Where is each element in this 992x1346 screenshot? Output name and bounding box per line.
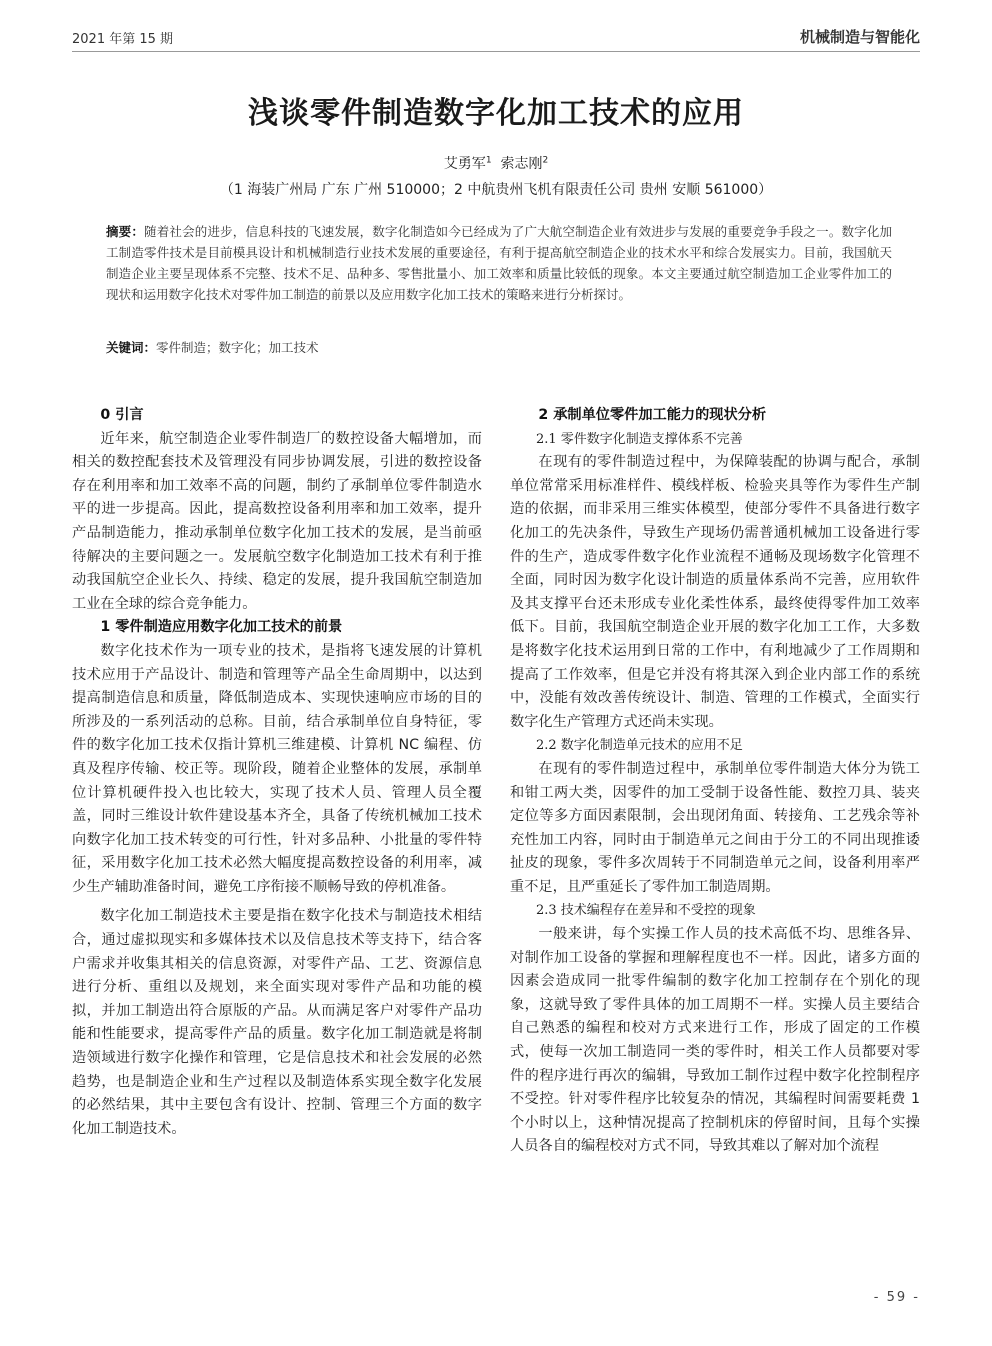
subsection-heading-2-2: 2.2 数字化制造单元技术的应用不足 [536,738,743,754]
paragraph: 一般来讲，每个实操工作人员的技术高低不均、思维各异、对制作加工设备的掌握和理解程度也不一样。因此，诸多方面的因素会造成同一批零件编制的数字化加工控制存在个别化的现象，这就导致了零件具体的加工周期不一样。实操人员主要结合自己熟悉的编程和校对方式来进行工作，形成了固定的工作模式，使每一次加工制造同一类的零件时，相关工作人员都要对零件的程序进行再次的编辑，导致加工制作过程中数字化控制程序不受控。针对零件程序比较复杂的情况，其编程时间需要耗费 1 个小时以上，这种情况提高了控制机床的停留时间，且每个实操人员各自的编程校对方式不同，导致其难以了解对加个流程 [510,926,920,1155]
abstract-label: 摘要： [106,224,145,239]
author-affiliation-mark: 1 [485,155,492,166]
subsection-heading-2-1: 2.1 零件数字化制造支撑体系不完善 [536,431,743,447]
keywords-label: 关键词： [106,340,157,355]
page-number: - 59 - [873,1290,920,1305]
journal-name: 机械制造与智能化 [799,28,920,46]
affiliation-line: （1 海装广州局 广东 广州 510000；2 中航贵州飞机有限责任公司 贵州 安顺 561000） [219,182,773,198]
section-heading-intro: 0 引言 [100,407,144,423]
section-heading-1: 1 零件制造应用数字化加工技术的前景 [100,619,343,636]
keywords [106,337,892,358]
subsection-heading-2-3: 2.3 技术编程存在差异和不受控的现象 [536,903,756,919]
paragraph: 在现有的零件制造过程中，为保障装配的协调与配合，承制单位常常采用标准样件、模线样板、检验夹具等作为零件生产制造的依据，而非采用三维实体模型，使部分零件不具备进行数字化加工的先决条件，导致生产现场仍需普通机械加工设备进行零件的生产，造成零件数字化作业流程不通畅及现场数字化管理不全面，同时因为数字化设计制造的质量体系尚不完善，应用软件及其支撑平台还未形成专业化柔性体系，最终使得零件加工效率低下。目前，我国航空制造企业开展的数字化加工工作，大多数是将数字化技术运用到日常的工作中，有利地减少了工作周期和提高了工作效率，但是它并没有将其深入到企业内部工作的系统中，没能有效改善传统设计、制造、管理的工作模式，全面实行数字化生产管理方式还尚未实现。 [510,454,920,730]
abstract [106,221,892,305]
paragraph: 数字化技术作为一项专业的技术，是指将飞速发展的计算机技术应用于产品设计、制造和管理等产品全生命周期中，以达到提高制造信息和质量，降低制造成本、实现快速响应市场的目的所涉及的一系列活动的总称。目前，结合承制单位自身特征，零件的数字化加工技术仅指计算机三维建模、计算机 NC 编程、仿真及程序传输、校正等。现阶段，随着企业整体的发展，承制单位计算机硬件投入也比较大，实现了技术人员、管理人员全覆盖，同时三维设计软件建设基本齐全，具备了传统机械加工技术向数字化加工技术转变的可行性，针对多品种、小批量的零件特征，采用数字化加工技术必然大幅度提高数控设备的利用率，减少生产辅助准备时间，避免工序衔接不顺畅导致的停机准备。 [72,642,482,895]
author-name: 艾勇军 [443,156,486,172]
issue-label: 2021 年第 15 期 [72,32,174,47]
article-title: 浅谈零件制造数字化加工技术的应用 [248,96,744,131]
paragraph: 近年来，航空制造企业零件制造厂的数控设备大幅增加，而相关的数控配套技术及管理没有同步协调发展，引进的数控设备存在利用率和加工效率不高的问题，制约了承制单位零件制造水平的进一步提高。因此，提高数控设备利用率和加工效率，提升产品制造能力，推动承制单位数字化加工技术的发展，是当前亟待解决的主要问题之一。发展航空数字化制造加工技术有利于推动我国航空企业长久、持续、稳定的发展，提升我国航空制造加工业在全球的综合竞争能力。 [72,430,482,612]
right-column [510,404,920,1159]
keywords-text: 零件制造；数字化；加工技术 [156,340,319,355]
abstract-text: 随着社会的进步，信息科技的飞速发展，数字化制造如今已经成为了广大航空制造企业有效进步与发展的重要竞争手段之一。数字化加工制造零件技术是目前模具设计和机械制造行业技术发展的重要途径，有利于提高航空制造企业的技术水平和综合发展实力。目前，我国航天制造企业主要呈现体系不完整、技术不足、品种多、零售批量小、加工效率和质量比较低的现象。本文主要通过航空制造加工企业零件加工的现状和运用数字化技术对零件加工制造的前景以及应用数字化加工技术的策略来进行分析探讨。 [106,224,892,302]
paragraph: 数字化加工制造技术主要是指在数字化技术与制造技术相结合，通过虚拟现实和多媒体技术以及信息技术等支持下，结合客户需求并收集其相关的信息资源，对零件产品、工艺、资源信息进行分析、重组以及规划，来全面实现对零件产品和功能的模拟，并加工制造出符合原版的产品。从而满足客户对零件产品功能和性能要求，提高零件产品的质量。数字化加工制造就是将制造领域进行数字化操作和管理，它是信息技术和社会发展的必然趋势，也是制造企业和生产过程以及制造体系实现全数字化发展的必然结果，其中主要包含有设计、控制、管理三个方面的数字化加工制造技术。 [72,908,482,1137]
header-divider [72,51,920,52]
author-affiliation-mark: 2 [542,155,549,166]
authors-line [0,153,992,173]
author-name: 索志刚 [500,156,543,172]
paragraph: 在现有的零件制造过程中，承制单位零件制造大体分为铣工和钳工两大类，因零件的加工受制于设备性能、数控刀具、装夹定位等多方面因素限制，会出现闭角面、转接角、工艺残余等补充性加工内容，同时由于制造单元之间由于分工的不同出现推诿扯皮的现象，零件多次周转于不同制造单元之间，设备利用率严重不足，且严重延长了零件加工制造周期。 [510,760,920,895]
left-column [72,404,482,1141]
section-heading-2: 2 承制单位零件加工能力的现状分析 [538,407,767,423]
